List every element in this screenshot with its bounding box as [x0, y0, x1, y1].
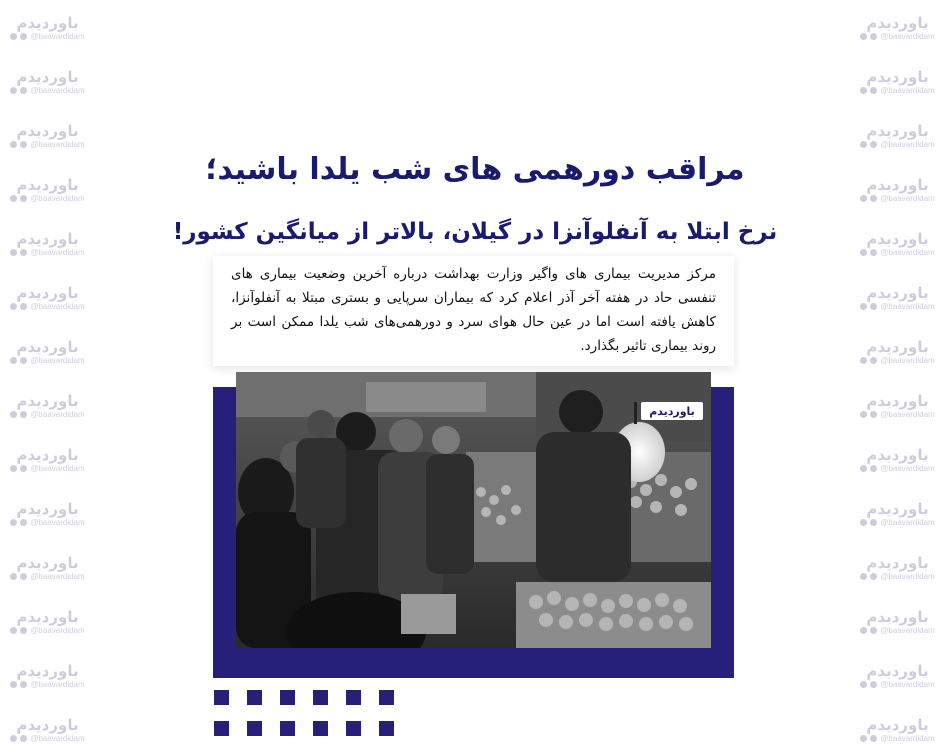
instagram-icon	[870, 465, 877, 472]
watermark-column-left	[0, 0, 95, 756]
watermark-logo: باوردیدم	[866, 283, 929, 302]
watermark-handle	[10, 572, 84, 581]
watermark-handle	[860, 86, 934, 95]
telegram-icon	[860, 627, 867, 634]
watermark-handle	[10, 32, 84, 41]
telegram-icon	[860, 735, 867, 742]
watermark-logo: باوردیدم	[866, 715, 929, 734]
instagram-icon	[20, 411, 27, 418]
instagram-icon	[870, 33, 877, 40]
watermark-tile	[0, 324, 95, 378]
watermark-handle-text: @baavardidam	[30, 247, 85, 257]
watermark-handle-text: @baavardidam	[880, 733, 935, 743]
watermark-tile	[0, 270, 95, 324]
decorative-square	[247, 721, 262, 736]
watermark-handle	[860, 626, 934, 635]
watermark-handle	[10, 140, 84, 149]
watermark-handle	[860, 140, 934, 149]
watermark-logo: باوردیدم	[16, 499, 79, 518]
watermark-handle-text: @baavardidam	[880, 679, 935, 689]
watermark-handle-text: @baavardidam	[30, 301, 85, 311]
instagram-icon	[870, 573, 877, 580]
decorative-square	[280, 721, 295, 736]
body-text: مرکز مدیریت بیماری های واگیر وزارت بهداشت درباره آخرین وضعیت بیماری های تنفسی حاد در هفته آخر آذر اعلام کرد که بیماران سرپایی و بستری مبتلا به آنفلوآنزا، کاهش یافته است اما در عین حال هوای سرد و دورهمی‌های شب یلدا ممکن است بر روند بیماری تاثیر بگذارد.	[231, 266, 716, 354]
watermark-logo: باوردیدم	[16, 391, 79, 410]
watermark-handle-text: @baavardidam	[30, 139, 85, 149]
instagram-icon	[870, 303, 877, 310]
watermark-handle-text: @baavardidam	[30, 679, 85, 689]
watermark-handle	[860, 302, 934, 311]
watermark-handle-text: @baavardidam	[880, 247, 935, 257]
watermark-handle-text: @baavardidam	[880, 571, 935, 581]
telegram-icon	[10, 195, 17, 202]
watermark-logo: باوردیدم	[866, 67, 929, 86]
telegram-icon	[10, 411, 17, 418]
watermark-logo: باوردیدم	[866, 445, 929, 464]
telegram-icon	[10, 33, 17, 40]
telegram-icon	[860, 249, 867, 256]
watermark-logo: باوردیدم	[866, 337, 929, 356]
instagram-icon	[20, 249, 27, 256]
telegram-icon	[860, 465, 867, 472]
watermark-handle-text: @baavardidam	[30, 517, 85, 527]
watermark-tile	[0, 486, 95, 540]
body-text-box	[213, 256, 734, 366]
watermark-handle	[10, 86, 84, 95]
watermark-logo: باوردیدم	[866, 13, 929, 32]
watermark-handle-text: @baavardidam	[880, 625, 935, 635]
headline-line-1: مراقب دورهمی های شب یلدا باشید؛	[205, 152, 745, 187]
telegram-icon	[10, 627, 17, 634]
instagram-icon	[870, 249, 877, 256]
watermark-handle-text: @baavardidam	[880, 409, 935, 419]
instagram-icon	[20, 465, 27, 472]
telegram-icon	[860, 195, 867, 202]
watermark-handle-text: @baavardidam	[30, 31, 85, 41]
watermark-logo: باوردیدم	[16, 661, 79, 680]
watermark-logo: باوردیدم	[866, 229, 929, 248]
photo-logo-badge: باوردیدم	[641, 402, 703, 420]
watermark-handle-text: @baavardidam	[880, 301, 935, 311]
watermark-handle	[860, 356, 934, 365]
telegram-icon	[860, 519, 867, 526]
decorative-square	[313, 721, 328, 736]
watermark-handle	[10, 248, 84, 257]
watermark-logo: باوردیدم	[866, 175, 929, 194]
watermark-logo: باوردیدم	[866, 661, 929, 680]
instagram-icon	[870, 735, 877, 742]
watermark-tile	[0, 432, 95, 486]
instagram-icon	[20, 87, 27, 94]
telegram-icon	[10, 735, 17, 742]
watermark-tile	[850, 108, 945, 162]
watermark-handle	[10, 194, 84, 203]
instagram-icon	[20, 627, 27, 634]
watermark-handle	[860, 194, 934, 203]
watermark-logo: باوردیدم	[866, 391, 929, 410]
watermark-logo: باوردیدم	[16, 229, 79, 248]
watermark-logo: باوردیدم	[16, 337, 79, 356]
watermark-logo: باوردیدم	[16, 715, 79, 734]
decorative-square	[379, 721, 394, 736]
telegram-icon	[10, 519, 17, 526]
watermark-logo: باوردیدم	[866, 607, 929, 626]
watermark-tile	[850, 486, 945, 540]
instagram-icon	[870, 681, 877, 688]
watermark-handle-text: @baavardidam	[30, 355, 85, 365]
watermark-handle	[10, 410, 84, 419]
watermark-tile	[850, 594, 945, 648]
watermark-handle-text: @baavardidam	[30, 409, 85, 419]
watermark-logo: باوردیدم	[16, 607, 79, 626]
watermark-tile	[0, 378, 95, 432]
watermark-handle-text: @baavardidam	[880, 355, 935, 365]
watermark-handle	[10, 680, 84, 689]
telegram-icon	[10, 303, 17, 310]
instagram-icon	[20, 357, 27, 364]
headline-line-2: نرخ ابتلا به آنفلوآنزا در گیلان، بالاتر از میانگین کشور!	[172, 219, 778, 245]
watermark-handle	[860, 734, 934, 743]
watermark-handle-text: @baavardidam	[880, 85, 935, 95]
watermark-tile	[0, 0, 95, 54]
watermark-tile	[850, 324, 945, 378]
watermark-logo: باوردیدم	[16, 13, 79, 32]
watermark-handle-text: @baavardidam	[880, 31, 935, 41]
watermark-logo: باوردیدم	[16, 283, 79, 302]
watermark-tile	[0, 216, 95, 270]
watermark-handle	[860, 32, 934, 41]
watermark-logo: باوردیدم	[16, 121, 79, 140]
market-photo	[236, 372, 711, 648]
watermark-logo: باوردیدم	[16, 175, 79, 194]
watermark-handle-text: @baavardidam	[30, 625, 85, 635]
watermark-tile	[850, 540, 945, 594]
instagram-icon	[870, 357, 877, 364]
watermark-logo: باوردیدم	[866, 121, 929, 140]
instagram-icon	[870, 627, 877, 634]
watermark-handle	[860, 248, 934, 257]
telegram-icon	[860, 303, 867, 310]
decorative-square	[214, 690, 229, 705]
telegram-icon	[10, 249, 17, 256]
telegram-icon	[860, 681, 867, 688]
telegram-icon	[860, 33, 867, 40]
instagram-icon	[20, 573, 27, 580]
instagram-icon	[20, 195, 27, 202]
watermark-logo: باوردیدم	[16, 553, 79, 572]
market-photo-illustration	[236, 372, 711, 648]
watermark-logo: باوردیدم	[16, 67, 79, 86]
instagram-icon	[870, 195, 877, 202]
instagram-icon	[20, 33, 27, 40]
decorative-square	[346, 721, 361, 736]
watermark-tile	[850, 162, 945, 216]
watermark-tile	[850, 216, 945, 270]
watermark-handle-text: @baavardidam	[880, 463, 935, 473]
watermark-handle	[10, 626, 84, 635]
watermark-handle	[860, 410, 934, 419]
watermark-handle-text: @baavardidam	[880, 139, 935, 149]
watermark-handle	[860, 572, 934, 581]
watermark-handle	[10, 302, 84, 311]
watermark-tile	[850, 378, 945, 432]
telegram-icon	[10, 357, 17, 364]
watermark-tile	[0, 648, 95, 702]
watermark-handle	[860, 518, 934, 527]
watermark-tile	[850, 702, 945, 756]
watermark-logo: باوردیدم	[866, 553, 929, 572]
telegram-icon	[10, 141, 17, 148]
watermark-handle-text: @baavardidam	[30, 463, 85, 473]
watermark-logo: باوردیدم	[16, 445, 79, 464]
watermark-tile	[850, 54, 945, 108]
telegram-icon	[860, 411, 867, 418]
watermark-tile	[0, 594, 95, 648]
instagram-icon	[20, 519, 27, 526]
watermark-tile	[0, 162, 95, 216]
instagram-icon	[20, 681, 27, 688]
watermark-tile	[850, 648, 945, 702]
watermark-handle	[10, 734, 84, 743]
instagram-icon	[20, 735, 27, 742]
telegram-icon	[860, 87, 867, 94]
telegram-icon	[860, 357, 867, 364]
instagram-icon	[870, 87, 877, 94]
telegram-icon	[10, 681, 17, 688]
decorative-square	[280, 690, 295, 705]
watermark-tile	[0, 702, 95, 756]
watermark-handle	[10, 356, 84, 365]
instagram-icon	[20, 141, 27, 148]
watermark-handle-text: @baavardidam	[30, 733, 85, 743]
decorative-square	[379, 690, 394, 705]
watermark-tile	[0, 54, 95, 108]
watermark-tile	[0, 108, 95, 162]
decorative-dots	[214, 690, 394, 740]
telegram-icon	[860, 141, 867, 148]
watermark-handle	[860, 464, 934, 473]
watermark-handle-text: @baavardidam	[30, 571, 85, 581]
watermark-tile	[850, 432, 945, 486]
telegram-icon	[10, 465, 17, 472]
watermark-tile	[0, 540, 95, 594]
instagram-icon	[870, 411, 877, 418]
watermark-handle	[860, 680, 934, 689]
watermark-handle-text: @baavardidam	[30, 85, 85, 95]
watermark-handle	[10, 518, 84, 527]
instagram-icon	[870, 141, 877, 148]
watermark-column-right	[850, 0, 945, 756]
telegram-icon	[10, 573, 17, 580]
decorative-square	[313, 690, 328, 705]
watermark-handle-text: @baavardidam	[880, 517, 935, 527]
watermark-handle-text: @baavardidam	[880, 193, 935, 203]
watermark-handle-text: @baavardidam	[30, 193, 85, 203]
telegram-icon	[10, 87, 17, 94]
instagram-icon	[870, 519, 877, 526]
watermark-tile	[850, 0, 945, 54]
instagram-icon	[20, 303, 27, 310]
decorative-square	[346, 690, 361, 705]
watermark-tile	[850, 270, 945, 324]
watermark-logo: باوردیدم	[866, 499, 929, 518]
decorative-square	[214, 721, 229, 736]
decorative-square	[247, 690, 262, 705]
watermark-handle	[10, 464, 84, 473]
telegram-icon	[860, 573, 867, 580]
